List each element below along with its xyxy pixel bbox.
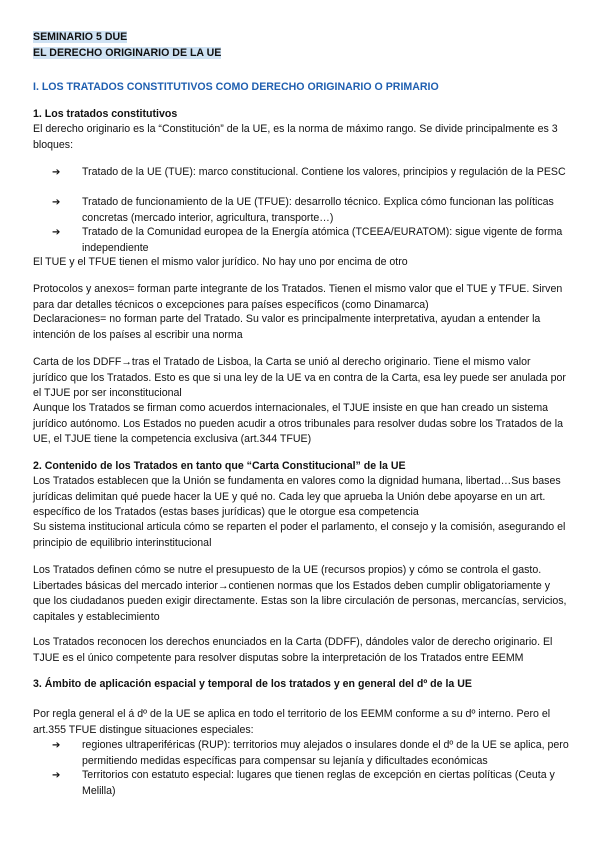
- document-title: EL DERECHO ORIGINARIO DE LA UE: [33, 46, 222, 59]
- paragraph: Carta de los DDFF→tras el Tratado de Lisboa, la Carta se unió al derecho originario. Tiene el mismo valor jurídico que los Tratados. Esto es que si una ley de la UE va en contra de la Carta, esa ley puede ser anulada por el TJUE por ser inconstitucional: [33, 356, 566, 400]
- seminar-label: SEMINARIO 5 DUE: [33, 31, 128, 43]
- subsection-heading-1: 1. Los tratados constitutivos: [33, 108, 178, 120]
- arrow-bullet-icon: ➔: [52, 197, 61, 208]
- paragraph: El TUE y el TFUE tienen el mismo valor jurídico. No hay uno por encima de otro: [33, 256, 408, 268]
- arrow-bullet-icon: ➔: [52, 740, 61, 751]
- arrow-bullet-icon: ➔: [52, 770, 61, 781]
- paragraph: Los Tratados definen cómo se nutre el presupuesto de la UE (recursos propios) y cómo se controla el gasto. Libertades básicas del mercado interior→contienen normas que los Estados deben cumplir obligatoriamente y que los ciudadanos pueden exigir directamente. Estas son la libre circulación de personas, mercancías, servicios, capitales y establecimiento: [33, 564, 567, 623]
- paragraph: Declaraciones= no forman parte del Tratado. Su valor es principalmente interpretativa, ayudan a entender la intención de los países al escribir una norma: [33, 313, 541, 341]
- subsection-heading-2: 2. Contenido de los Tratados en tanto que “Carta Constitucional” de la UE: [33, 460, 406, 472]
- paragraph-intro: El derecho originario es la “Constitución” de la UE, es la norma de máximo rango. Se divide principalmente es 3 bloques:: [33, 123, 558, 151]
- list-item: ➔ Tratado de funcionamiento de la UE (TFUE): desarrollo técnico. Explica cómo funcionan las políticas concretas (mercado interior, agricultura, transporte…): [52, 196, 554, 224]
- list-item: ➔ Tratado de la UE (TUE): marco constitucional. Contiene los valores, principios y regulación de la PESC: [52, 165, 572, 181]
- arrow-bullet-icon: ➔: [52, 167, 61, 178]
- list-item: ➔ Tratado de la Comunidad europea de la Energía atómica (TCEEA/EURATOM): sigue vigente de forma independiente: [52, 226, 563, 254]
- paragraph: Los Tratados reconocen los derechos enunciados en la Carta (DDFF), dándoles valor de derecho originario. El TJUE es el único competente para resolver disputas sobre la interpretación de los Tratados entre EEMM: [33, 636, 553, 664]
- paragraph: Protocolos y anexos= forman parte integrante de los Tratados. Tienen el mismo valor que el TUE y TFUE. Sirven para dar detalles técnicos o excepciones para países específicos (como Dinamarca): [33, 283, 563, 311]
- list-item: ➔ Territorios con estatuto especial: lugares que tienen reglas de excepción en ciertas políticas (Ceuta y Melilla): [52, 769, 555, 797]
- list-item: ➔ regiones ultraperiféricas (RUP): territorios muy alejados o insulares donde el dº de la UE se aplica, pero permitiendo medidas específicas para compensar su lejanía y dificultades económicas: [52, 739, 569, 767]
- subsection-heading-3: 3. Ámbito de aplicación espacial y temporal de los tratados y en general del dº de la UE: [33, 678, 472, 690]
- paragraph: Su sistema institucional articula cómo se reparten el poder el parlamento, el consejo y la comisión, asegurando el principio de equilibrio interinstitucional: [33, 521, 566, 549]
- paragraph: Aunque los Tratados se firman como acuerdos internacionales, el TJUE insiste en que han creado un sistema jurídico autónomo. Los Estados no pueden acudir a otros tribunales para resolver dudas sobre los Tratados de la UE, el TJUE tiene la competencia exclusiva (art.344 TFUE): [33, 402, 564, 446]
- paragraph-intro: Por regla general el á dº de la UE se aplica en todo el territorio de los EEMM conforme a su dº interno. Pero el art.355 TFUE distingue situaciones especiales:: [33, 708, 551, 736]
- document-header: [33, 30, 567, 61]
- arrow-bullet-icon: ➔: [52, 227, 61, 238]
- paragraph: Los Tratados establecen que la Unión se fundamenta en valores como la dignidad humana, libertad…Sus bases jurídicas delimitan qué puede hacer la UE y qué no. Cada ley que aprueba la Unión debe apoyarse en un art. específico de los Tratados (estas bases jurídicas) que le otorgue esa competencia: [33, 475, 561, 519]
- section-title: I. LOS TRATADOS CONSTITUTIVOS COMO DERECHO ORIGINARIO O PRIMARIO: [33, 81, 439, 93]
